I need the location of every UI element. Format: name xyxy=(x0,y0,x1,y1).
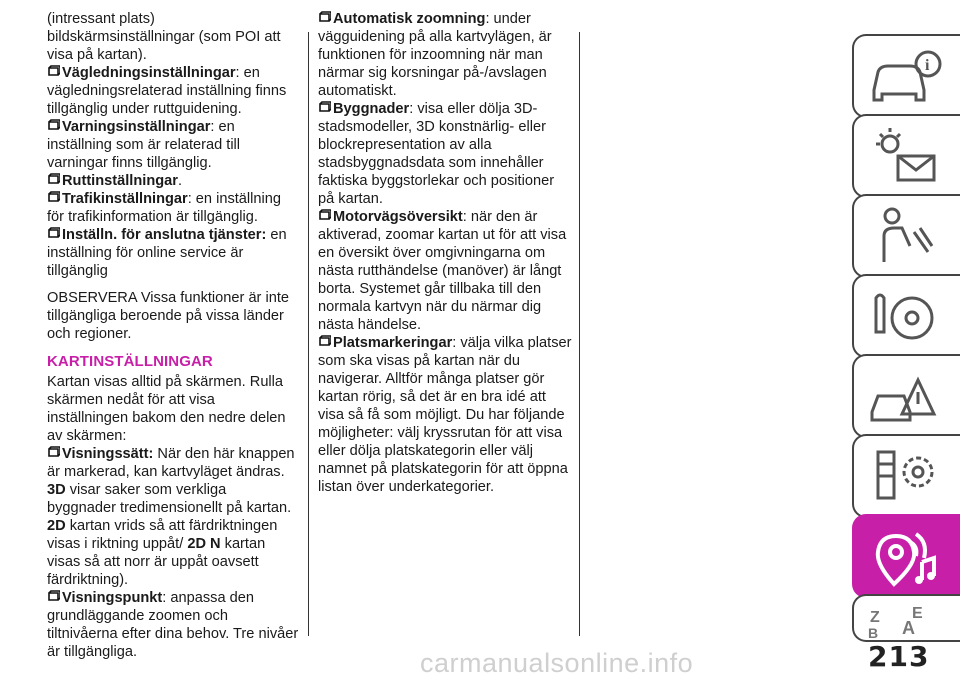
list-item: Motorvägsöversikt: när den är aktiverad, zoomar kartan ut för att visa en översikt över omgivningarna om nästa rutthändelse (manöver) är långt borta. Systemet går tillbaka till den normala kartvyn när du närmar dig nästa händelse. xyxy=(318,209,567,333)
emergency-icon xyxy=(864,362,944,432)
svg-text:i: i xyxy=(925,57,930,74)
list-item: Inställn. för anslutna tjänster: en inställning för online service är tillgänglig xyxy=(47,227,287,279)
tab-multimedia[interactable] xyxy=(852,514,960,598)
tab-warning-lights[interactable] xyxy=(852,114,960,198)
page-number: 213 xyxy=(868,640,930,673)
intro-paragraph: Kartan visas alltid på skärmen. Rulla skärmen nedåt för att visa inställningen bakom den nedre delen av skärmen: xyxy=(47,374,286,444)
tab-emergency[interactable] xyxy=(852,354,960,438)
tab-car-info[interactable] xyxy=(852,34,960,118)
column-divider xyxy=(579,32,580,636)
bullet-icon xyxy=(47,191,60,204)
car-info-icon xyxy=(864,42,944,112)
steering-key-icon xyxy=(864,282,944,352)
index-icon xyxy=(864,602,944,642)
paragraph: (intressant plats) bildskärmsinställningar (som POI att visa på kartan). xyxy=(47,11,281,63)
list-item: Trafikinställningar: en inställning för trafikinformation är tillgänglig. xyxy=(47,191,282,225)
bullet-icon xyxy=(318,11,331,24)
svg-text:E: E xyxy=(912,605,923,622)
list-item: Varningsinställningar: en inställning som är relaterad till varningar finns tillgänglig. xyxy=(47,119,241,171)
bullet-icon xyxy=(47,119,60,132)
bullet-icon xyxy=(318,101,331,114)
bullet-icon xyxy=(318,335,331,348)
left-column xyxy=(47,10,299,661)
bullet-icon xyxy=(318,209,331,222)
note: OBSERVERA Vissa funktioner är inte tillgängliga beroende på vissa länder och regioner. xyxy=(47,290,290,342)
list-item: Platsmarkeringar: välja vilka platser som ska visas på kartan när du navigerar. Alltför många platser gör kartan rörig, så det är en bra idé att visa så få som möjligt. Du har följande möjligheter: välj kryssrutan för att visa eller dölja platskategorin eller välj namnet på platskategorin för att öppna listan över underkategorier. xyxy=(318,335,572,495)
bullet-icon xyxy=(47,446,60,459)
list-item: Visningssätt: När den här knappen är markerad, kan kartvyläget ändras. 3D visar saker som verkliga byggnader tredimensionellt på kartan. 2D kartan vrids så att färdriktningen visas i riktning uppåt/ 2D N kartan visas så att norr är uppåt oavsett färdriktning). xyxy=(47,446,295,588)
bullet-icon xyxy=(47,227,60,240)
multimedia-icon xyxy=(864,522,944,592)
warning-lights-icon xyxy=(864,122,944,192)
bullet-icon xyxy=(47,590,60,603)
svg-text:Z: Z xyxy=(870,609,880,626)
list-item: Visningspunkt: anpassa den grundläggande zoomen och tiltnivåerna efter dina behov. Tre nivåer är tillgängliga. xyxy=(47,590,299,660)
column-divider xyxy=(308,32,309,636)
safety-airbag-icon xyxy=(864,202,944,272)
maintenance-icon xyxy=(864,442,944,512)
section-heading: KARTINSTÄLLNINGAR xyxy=(47,353,213,370)
bullet-icon xyxy=(47,173,60,186)
list-item: Ruttinställningar. xyxy=(47,172,299,190)
list-item: Vägledningsinställningar: en vägledningsrelaterad inställning finns tillgänglig under ruttguidening. xyxy=(47,65,287,117)
svg-text:A: A xyxy=(902,618,915,638)
tab-maintenance[interactable] xyxy=(852,434,960,518)
list-item: Automatisk zoomning: under vägguidening på alla kartvylägen, är funktionen för inzoomning när man närmar sig korsningar på-/avslagen automatiskt. xyxy=(318,11,552,99)
tab-safety[interactable] xyxy=(852,194,960,278)
bullet-icon xyxy=(47,65,60,78)
watermark: carmanualsonline.info xyxy=(420,648,694,678)
list-item: Byggnader: visa eller dölja 3D-stadsmodeller, 3D konstnärlig- eller blockrepresentation av alla stadsbyggnadsdata som innehåller faktiska byggstorlekar och positioner på kartan. xyxy=(318,101,555,207)
svg-text:B: B xyxy=(868,625,879,641)
tab-index[interactable] xyxy=(852,594,960,642)
right-column xyxy=(318,10,572,496)
tab-starting-driving[interactable] xyxy=(852,274,960,358)
